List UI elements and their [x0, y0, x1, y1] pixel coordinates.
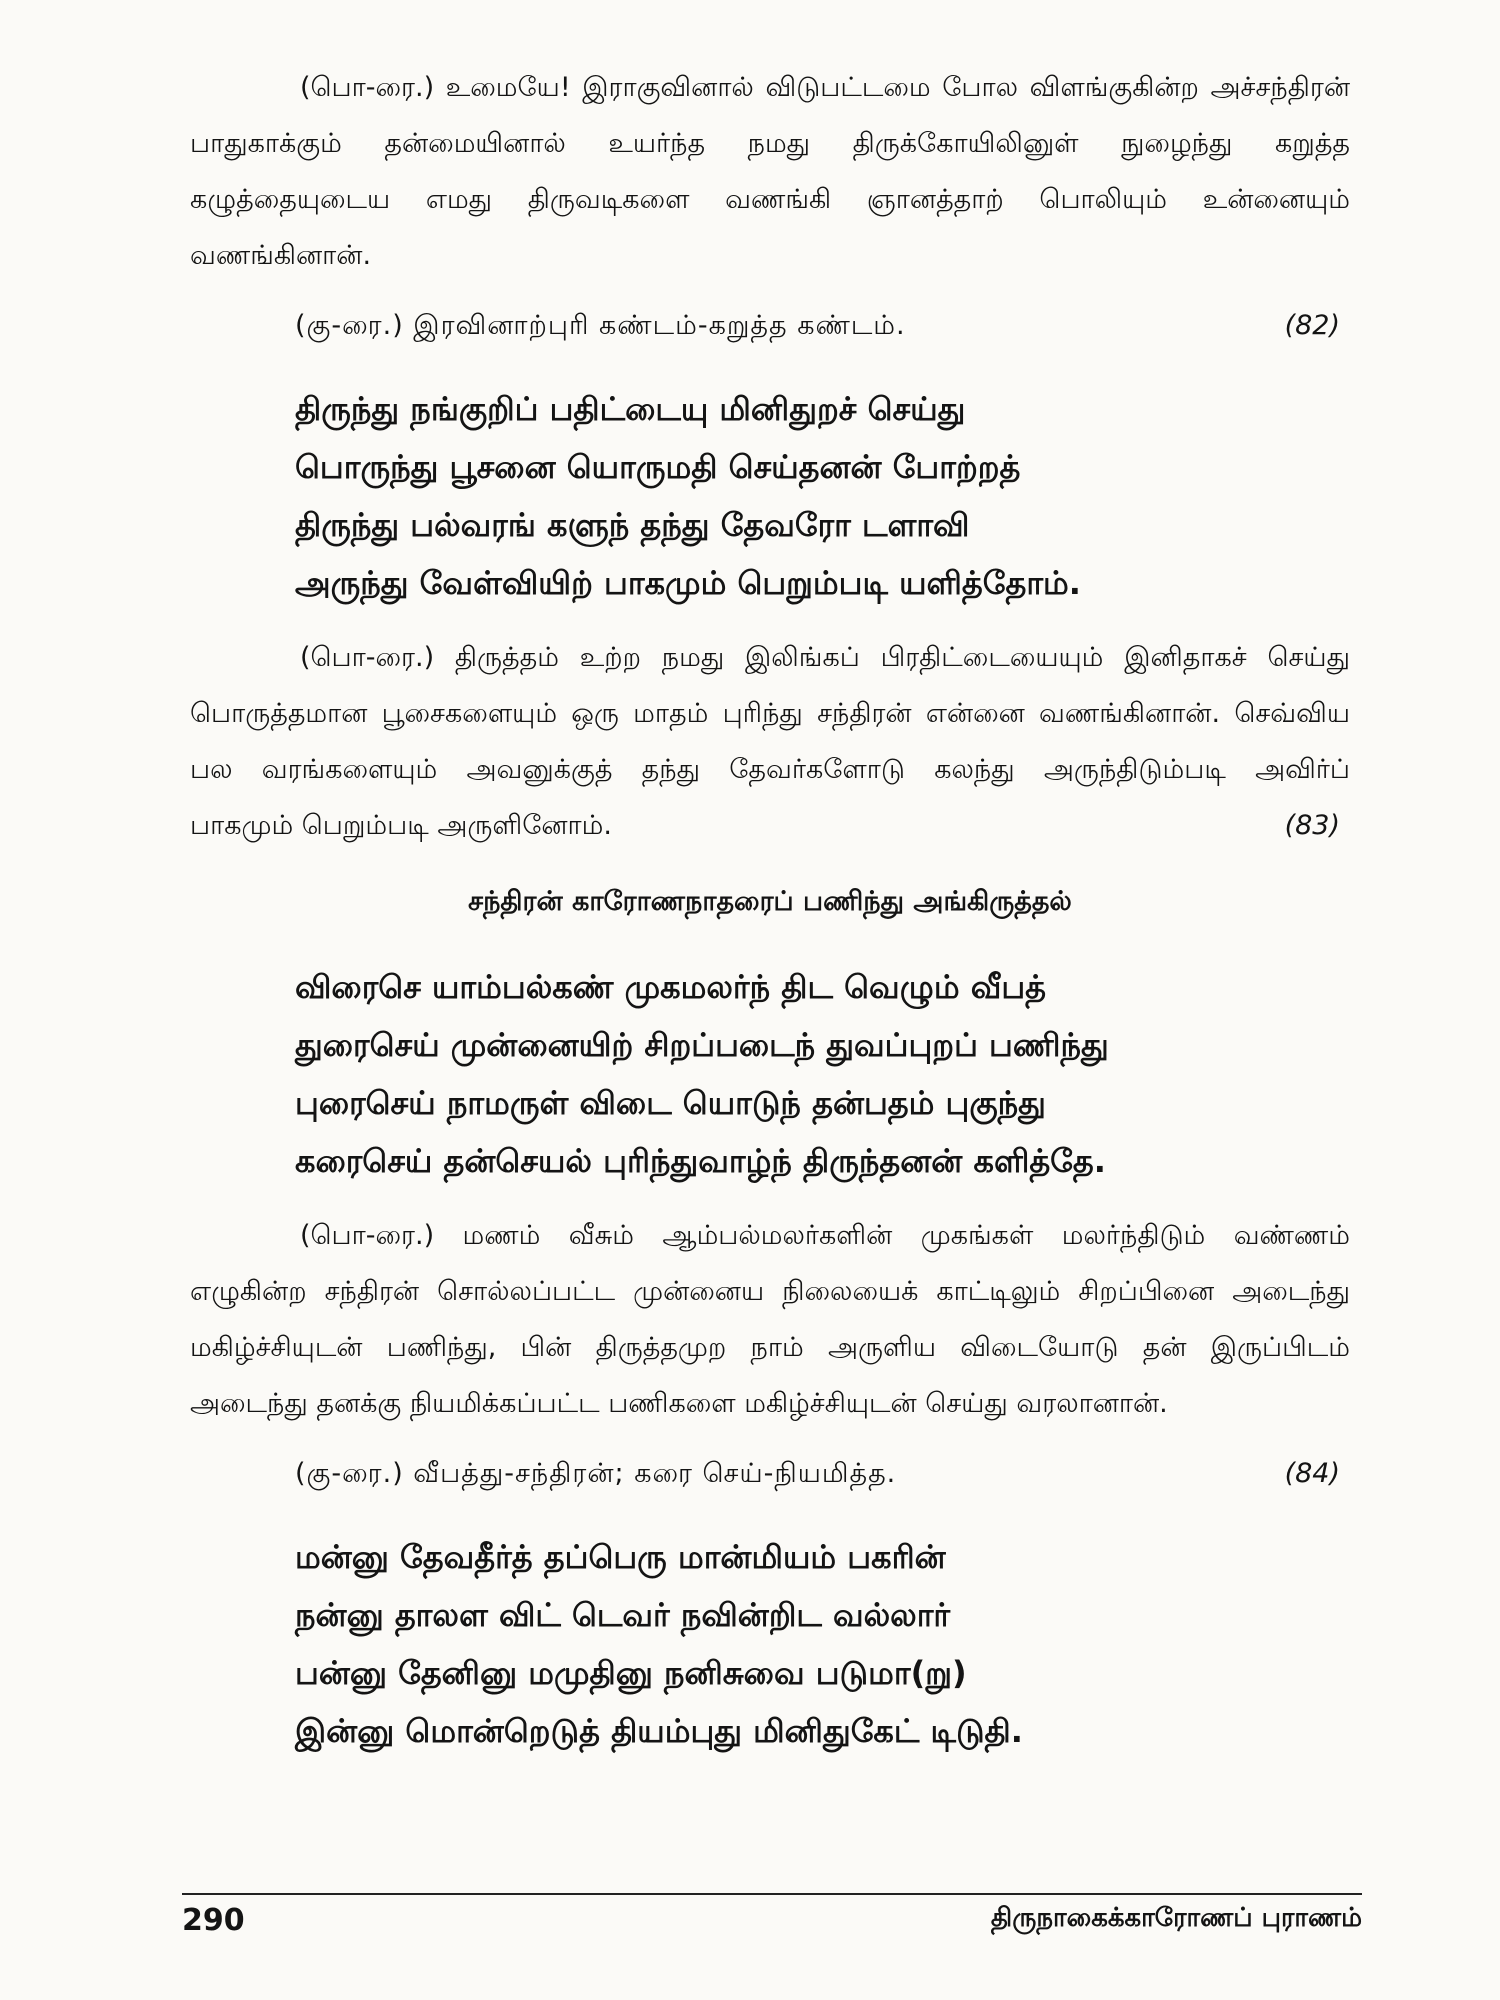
verse-85 — [295, 1528, 1350, 1760]
verse-83 — [295, 380, 1350, 612]
book-title: திருநாகைக்காரோணப் புராணம் — [990, 1903, 1362, 1933]
prose-83-last-line: பாகமும் பெறும்படி அருளினோம். — [190, 810, 612, 841]
prose-83-end — [190, 798, 1350, 854]
verse-84-line-4: கரைசெய் தன்செயல் புரிந்துவாழ்ந் திருந்தனன் களித்தே. — [295, 1142, 1106, 1180]
verse-83-line-3: திருந்து பல்வரங் களுந் தந்து தேவரோ டளாவி — [295, 506, 970, 544]
verse-85-line-4: இன்னு மொன்றெடுத் தியம்புது மினிதுகேட் டிடுதி. — [295, 1712, 1023, 1750]
verse-83-line-1: திருந்து நங்குறிப் பதிட்டையு மினிதுறச் செய்து — [295, 390, 966, 428]
note-82-text: (கு-ரை.) இரவினாற்புரி கண்டம்-கறுத்த கண்டம். — [295, 310, 906, 341]
prose-82: (பொ-ரை.) உமையே! இராகுவினால் விடுபட்டமை போல விளங்குகின்ற அச்சந்திரன் பாதுகாக்கும் தன்மையினால் உயர்ந்த நமது திருக்கோயிலினுள் நுழைந்து கறுத்த கழுத்தையுடைய எமது திருவடிகளை வணங்கி ஞானத்தாற் பொலியும் உன்னையும் வணங்கினான். — [190, 72, 1350, 271]
verse-85-line-3: பன்னு தேனினு மமுதினு நனிசுவை படுமா(று) — [295, 1654, 967, 1692]
verse-number-84: (84) — [1284, 1458, 1340, 1489]
verse-83-line-2: பொருந்து பூசனை யொருமதி செய்தனன் போற்றத் — [295, 448, 1021, 486]
section-heading: சந்திரன் காரோணநாதரைப் பணிந்து அங்கிருத்தல் — [468, 886, 1072, 917]
verse-84 — [295, 958, 1350, 1190]
note-84-text: (கு-ரை.) வீபத்து-சந்திரன்; கரை செய்-நியமித்த. — [295, 1458, 897, 1489]
page-body — [190, 60, 1350, 1940]
prose-84: (பொ-ரை.) மணம் வீசும் ஆம்பல்மலர்களின் முகங்கள் மலர்ந்திடும் வண்ணம் எழுகின்ற சந்திரன் சொல்லப்பட்ட முன்னைய நிலையைக் காட்டிலும் சிறப்பினை அடைந்து மகிழ்ச்சியுடன் பணிந்து, பின் திருத்தமுற நாம் அருளிய விடையோடு தன் இருப்பிடம் அடைந்து தனக்கு நியமிக்கப்பட்ட பணிகளை மகிழ்ச்சியுடன் செய்து வரலானான். — [190, 1220, 1350, 1419]
page-number: 290 — [182, 1903, 245, 1938]
note-82 — [190, 298, 1350, 354]
note-84 — [190, 1446, 1350, 1502]
verse-84-line-2: துரைசெய் முன்னையிற் சிறப்படைந் துவப்புறப் பணிந்து — [295, 1026, 1109, 1064]
verse-83-line-4: அருந்து வேள்வியிற் பாகமும் பெறும்படி யளித்தோம். — [295, 564, 1081, 602]
verse-84-line-1: விரைசெ யாம்பல்கண் முகமலர்ந் திட வெழும் வீபத் — [295, 968, 1047, 1006]
footer-rule — [182, 1893, 1362, 1895]
verse-number-83: (83) — [1284, 810, 1340, 841]
verse-84-line-3: புரைசெய் நாமருள் விடை யொடுந் தன்பதம் புகுந்து — [295, 1084, 1046, 1122]
verse-85-line-2: நன்னு தாலள விட் டெவர் நவின்றிட வல்லார் — [295, 1596, 951, 1634]
prose-83: (பொ-ரை.) திருத்தம் உற்ற நமது இலிங்கப் பிரதிட்டையையும் இனிதாகச் செய்து பொருத்தமான பூசைகளையும் ஒரு மாதம் புரிந்து சந்திரன் என்னை வணங்கினான். செவ்விய பல வரங்களையும் அவனுக்குத் தந்து தேவர்களோடு கலந்து அருந்திடும்படி அவிர்ப் — [190, 642, 1350, 785]
page-footer — [182, 1903, 1362, 1938]
verse-number-82: (82) — [1284, 310, 1340, 341]
verse-85-line-1: மன்னு தேவதீர்த் தப்பெரு மான்மியம் பகரின் — [295, 1538, 946, 1576]
